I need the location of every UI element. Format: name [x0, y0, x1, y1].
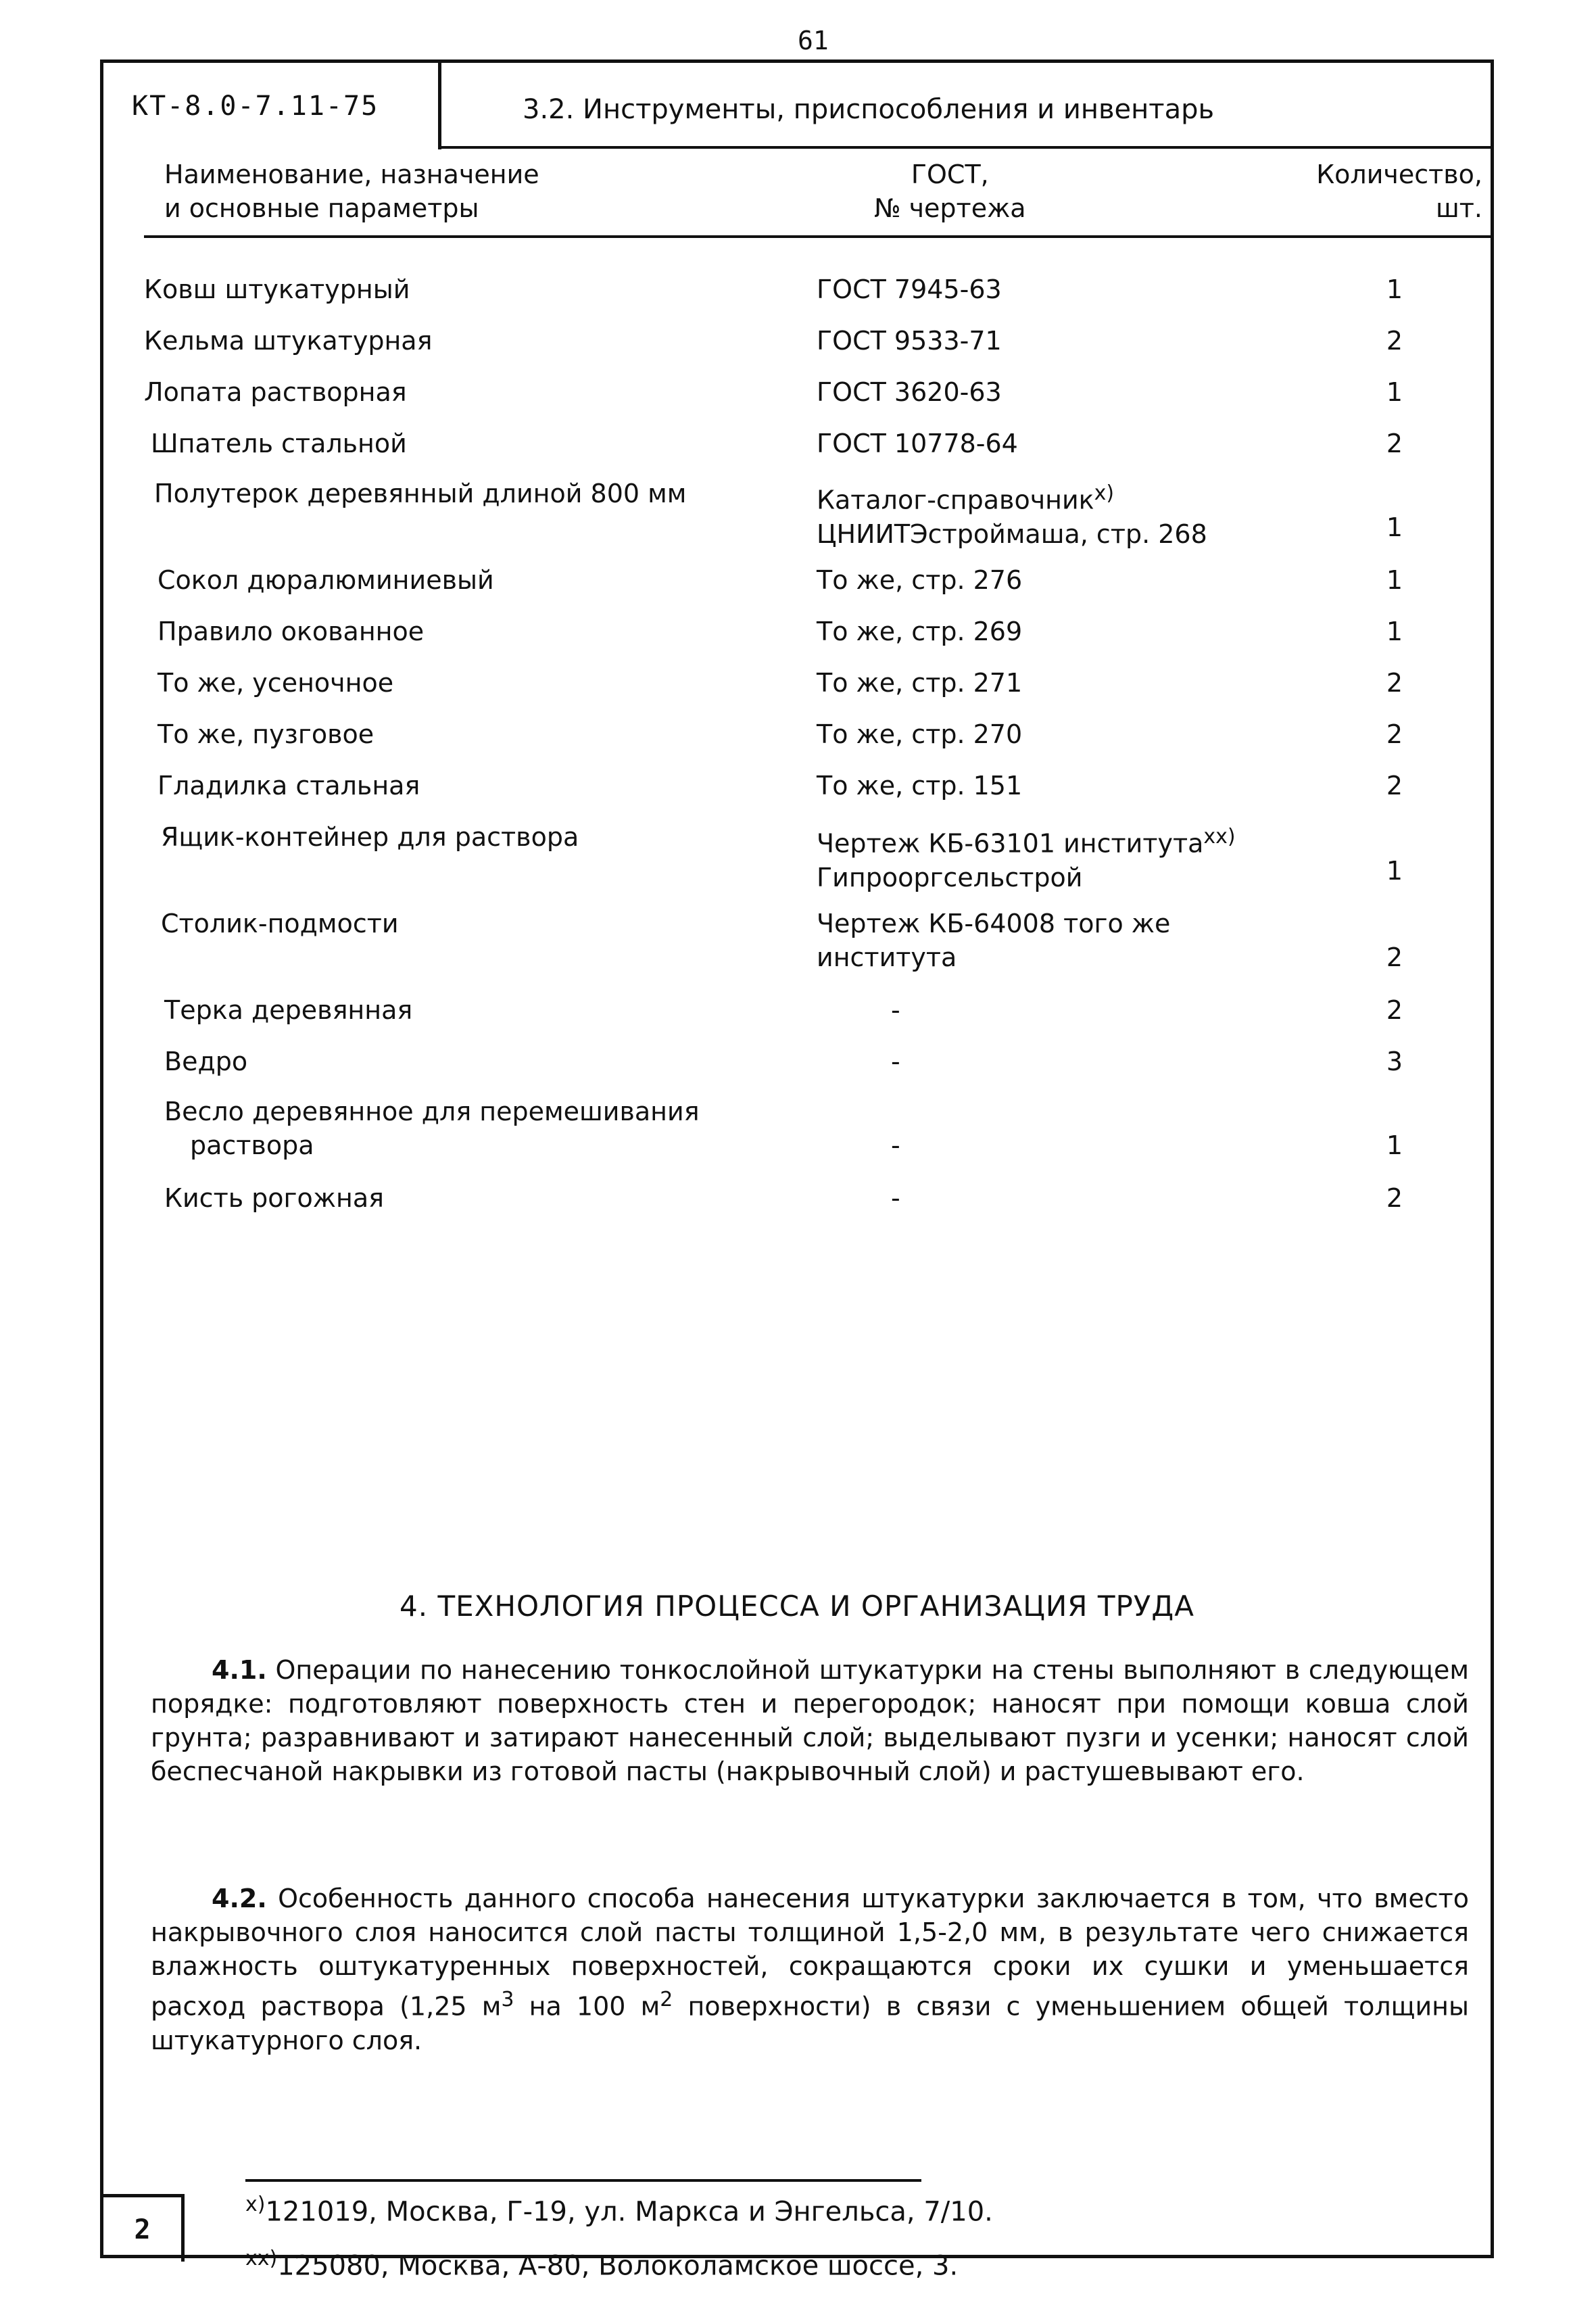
gost-line: ГОСТ 9533-71 [817, 326, 1002, 356]
tool-name-line: Лопата растворная [144, 377, 407, 407]
gost-line: ГОСТ 7945-63 [817, 275, 1002, 304]
quantity: 1 [1386, 1130, 1403, 1160]
tool-name [161, 907, 399, 940]
tool-name-line: Кельма штукатурная [144, 326, 433, 356]
column-header-qty-line1: Количество, [1316, 160, 1482, 189]
gost-line: ГОСТ 10778-64 [817, 429, 1018, 458]
tool-name-line: Ковш штукатурный [144, 275, 410, 304]
paragraph-4-2 [151, 1882, 1469, 2057]
gost-line: Чертеж КБ-63101 института [817, 828, 1204, 859]
tool-name [164, 1045, 247, 1078]
sheet-number: 2 [103, 2194, 185, 2262]
column-header-name-line1: Наименование, назначение [164, 160, 539, 189]
header-rule [441, 146, 1494, 149]
tool-name [144, 375, 407, 409]
tool-name [158, 666, 393, 700]
gost-line: То же, стр. 276 [817, 565, 1023, 595]
tool-name [154, 477, 686, 510]
gost-reference [891, 1128, 900, 1162]
quantity: 2 [1386, 771, 1403, 801]
column-header-name-line2: и основные параметры [164, 193, 479, 223]
gost-line: ЦНИИТЭстроймаша, стр. 268 [817, 519, 1207, 549]
quantity: 1 [1386, 617, 1403, 646]
gost-line: Чертеж КБ-64008 того же [817, 909, 1171, 938]
gost-reference [891, 1181, 900, 1215]
gost-reference [817, 427, 1330, 460]
footnote-2 [245, 2247, 958, 2281]
quantity: 1 [1386, 377, 1403, 407]
quantity: 3 [1386, 1047, 1403, 1076]
tool-name [144, 272, 410, 306]
superscript: 2 [660, 1988, 673, 2011]
tool-name [164, 1095, 700, 1162]
superscript: 3 [501, 1988, 514, 2011]
quantity: 2 [1386, 429, 1403, 458]
tool-name [158, 563, 494, 597]
gost-line: института [817, 942, 957, 972]
tool-name-line: Кисть рогожная [164, 1183, 384, 1213]
quantity: 2 [1386, 719, 1403, 749]
paragraph-4-1 [151, 1653, 1469, 1788]
gost-line: То же, стр. 271 [817, 668, 1023, 698]
tool-name-line: Терка деревянная [164, 995, 413, 1025]
tool-name-line: Столик-подмости [161, 909, 399, 938]
quantity: 2 [1386, 942, 1403, 972]
tool-name [158, 615, 424, 648]
gost-line: - [891, 1183, 900, 1213]
gost-line: - [891, 995, 900, 1025]
gost-line: ГОСТ 3620-63 [817, 377, 1002, 407]
quantity: 2 [1386, 668, 1403, 698]
page-number: 61 [798, 26, 829, 55]
tool-name-line: Полутерок деревянный длиной 800 мм [154, 479, 687, 508]
gost-line: То же, стр. 269 [817, 617, 1023, 646]
tool-name-line: То же, усеночное [158, 668, 394, 698]
table-header-rule [144, 235, 1493, 238]
quantity: 2 [1386, 995, 1403, 1025]
gost-reference [817, 769, 1330, 803]
section-title: 3.2. Инструменты, приспособления и инвентарь [523, 94, 1215, 125]
quantity: 1 [1386, 275, 1403, 304]
tool-name-line: То же, пузговое [158, 719, 374, 749]
gost-line: - [891, 1047, 900, 1076]
gost-reference [817, 563, 1330, 597]
column-header-gost [874, 158, 1026, 225]
quantity: 1 [1386, 512, 1403, 542]
tool-name-line: Ящик-контейнер для раствора [161, 822, 579, 852]
tool-name-line: Правило окованное [158, 617, 425, 646]
gost-reference [817, 820, 1330, 894]
gost-line: Гипрооргсельстрой [817, 862, 1083, 892]
gost-line: То же, стр. 270 [817, 719, 1023, 749]
gost-reference [817, 324, 1330, 358]
paragraph-text-a: Особенность данного способа нанесения штукатурки заключается в том, что вместо накрывочного слоя наносится слой пасты толщиной 1,5-2,0 мм, в результате чего снижается влажность оштукатуренных поверхностей, сокращаются сроки их сушки и уменьшается расход раствора (1,25 м [151, 1884, 1469, 2022]
document-code: КТ-8.0-7.11-75 [103, 63, 441, 149]
gost-reference [891, 993, 900, 1027]
column-header-name [164, 158, 539, 225]
footnote-mark: xx) [245, 2247, 278, 2270]
gost-line: - [891, 1130, 900, 1160]
gost-reference [817, 717, 1330, 751]
page-frame [100, 59, 1494, 2282]
paragraph-number: 4.1. [212, 1655, 267, 1685]
gost-reference [817, 477, 1330, 551]
column-header-qty-line2: шт. [1436, 193, 1482, 223]
gost-reference [817, 666, 1330, 700]
footnote-rule [245, 2179, 921, 2182]
gost-reference [817, 907, 1330, 974]
paragraph-number: 4.2. [212, 1884, 267, 1913]
tool-name-line: Ведро [164, 1047, 248, 1076]
tool-name [158, 769, 420, 803]
gost-line: То же, стр. 151 [817, 771, 1023, 801]
paragraph-text: Операции по нанесению тонкослойной штукатурки на стены выполняют в следующем порядке: подготовляют поверхность стен и перегородок; наносят при помощи ковша слой грунта; разравнивают и затирают нанесенный слой; выделывают пузги и усенки; наносят слой беспесчаной накрывки из готовой пасты (накрывочный слой) и растушевывают его. [151, 1655, 1469, 1786]
tool-name-line: Сокол дюралюминиевый [158, 565, 494, 595]
tool-name [164, 993, 412, 1027]
tool-name-line: Весло деревянное для перемешивания [164, 1097, 700, 1126]
column-header-gost-line2: № чертежа [874, 193, 1026, 223]
tool-name [151, 427, 407, 460]
quantity: 1 [1386, 565, 1403, 595]
quantity: 2 [1386, 326, 1403, 356]
tool-name [164, 1181, 384, 1215]
column-header-gost-line1: ГОСТ, [911, 160, 989, 189]
tool-name-line: раствора [190, 1130, 314, 1160]
gost-reference [817, 272, 1330, 306]
footnote-text: 125080, Москва, А-80, Волоколамское шоссе, 3. [277, 2250, 959, 2282]
column-header-qty [1307, 158, 1482, 225]
tool-name [144, 324, 432, 358]
tool-name-line: Гладилка стальная [158, 771, 420, 801]
footnote-text: 121019, Москва, Г-19, ул. Маркса и Энгельса, 7/10. [265, 2196, 993, 2228]
quantity: 2 [1386, 1183, 1403, 1213]
gost-line: Каталог-справочник [817, 485, 1094, 515]
footnote-ref: xx) [1203, 825, 1236, 849]
paragraph-text-c: поверхности) в связи с уменьшением общей толщины штукатурного слоя. [151, 1991, 1469, 2055]
footnote-1 [245, 2193, 993, 2227]
tool-name-line: Шпатель стальной [151, 429, 407, 458]
paragraph-text-b: на 100 м [514, 1991, 660, 2022]
section-heading: 4. ТЕХНОЛОГИЯ ПРОЦЕССА И ОРГАНИЗАЦИЯ ТРУДА [400, 1590, 1194, 1623]
footnote-mark: x) [245, 2193, 266, 2216]
quantity: 1 [1386, 856, 1403, 886]
gost-reference [891, 1045, 900, 1078]
gost-reference [817, 375, 1330, 409]
tool-name [158, 717, 374, 751]
tool-name [161, 820, 579, 854]
footnote-ref: x) [1094, 481, 1115, 505]
gost-reference [817, 615, 1330, 648]
